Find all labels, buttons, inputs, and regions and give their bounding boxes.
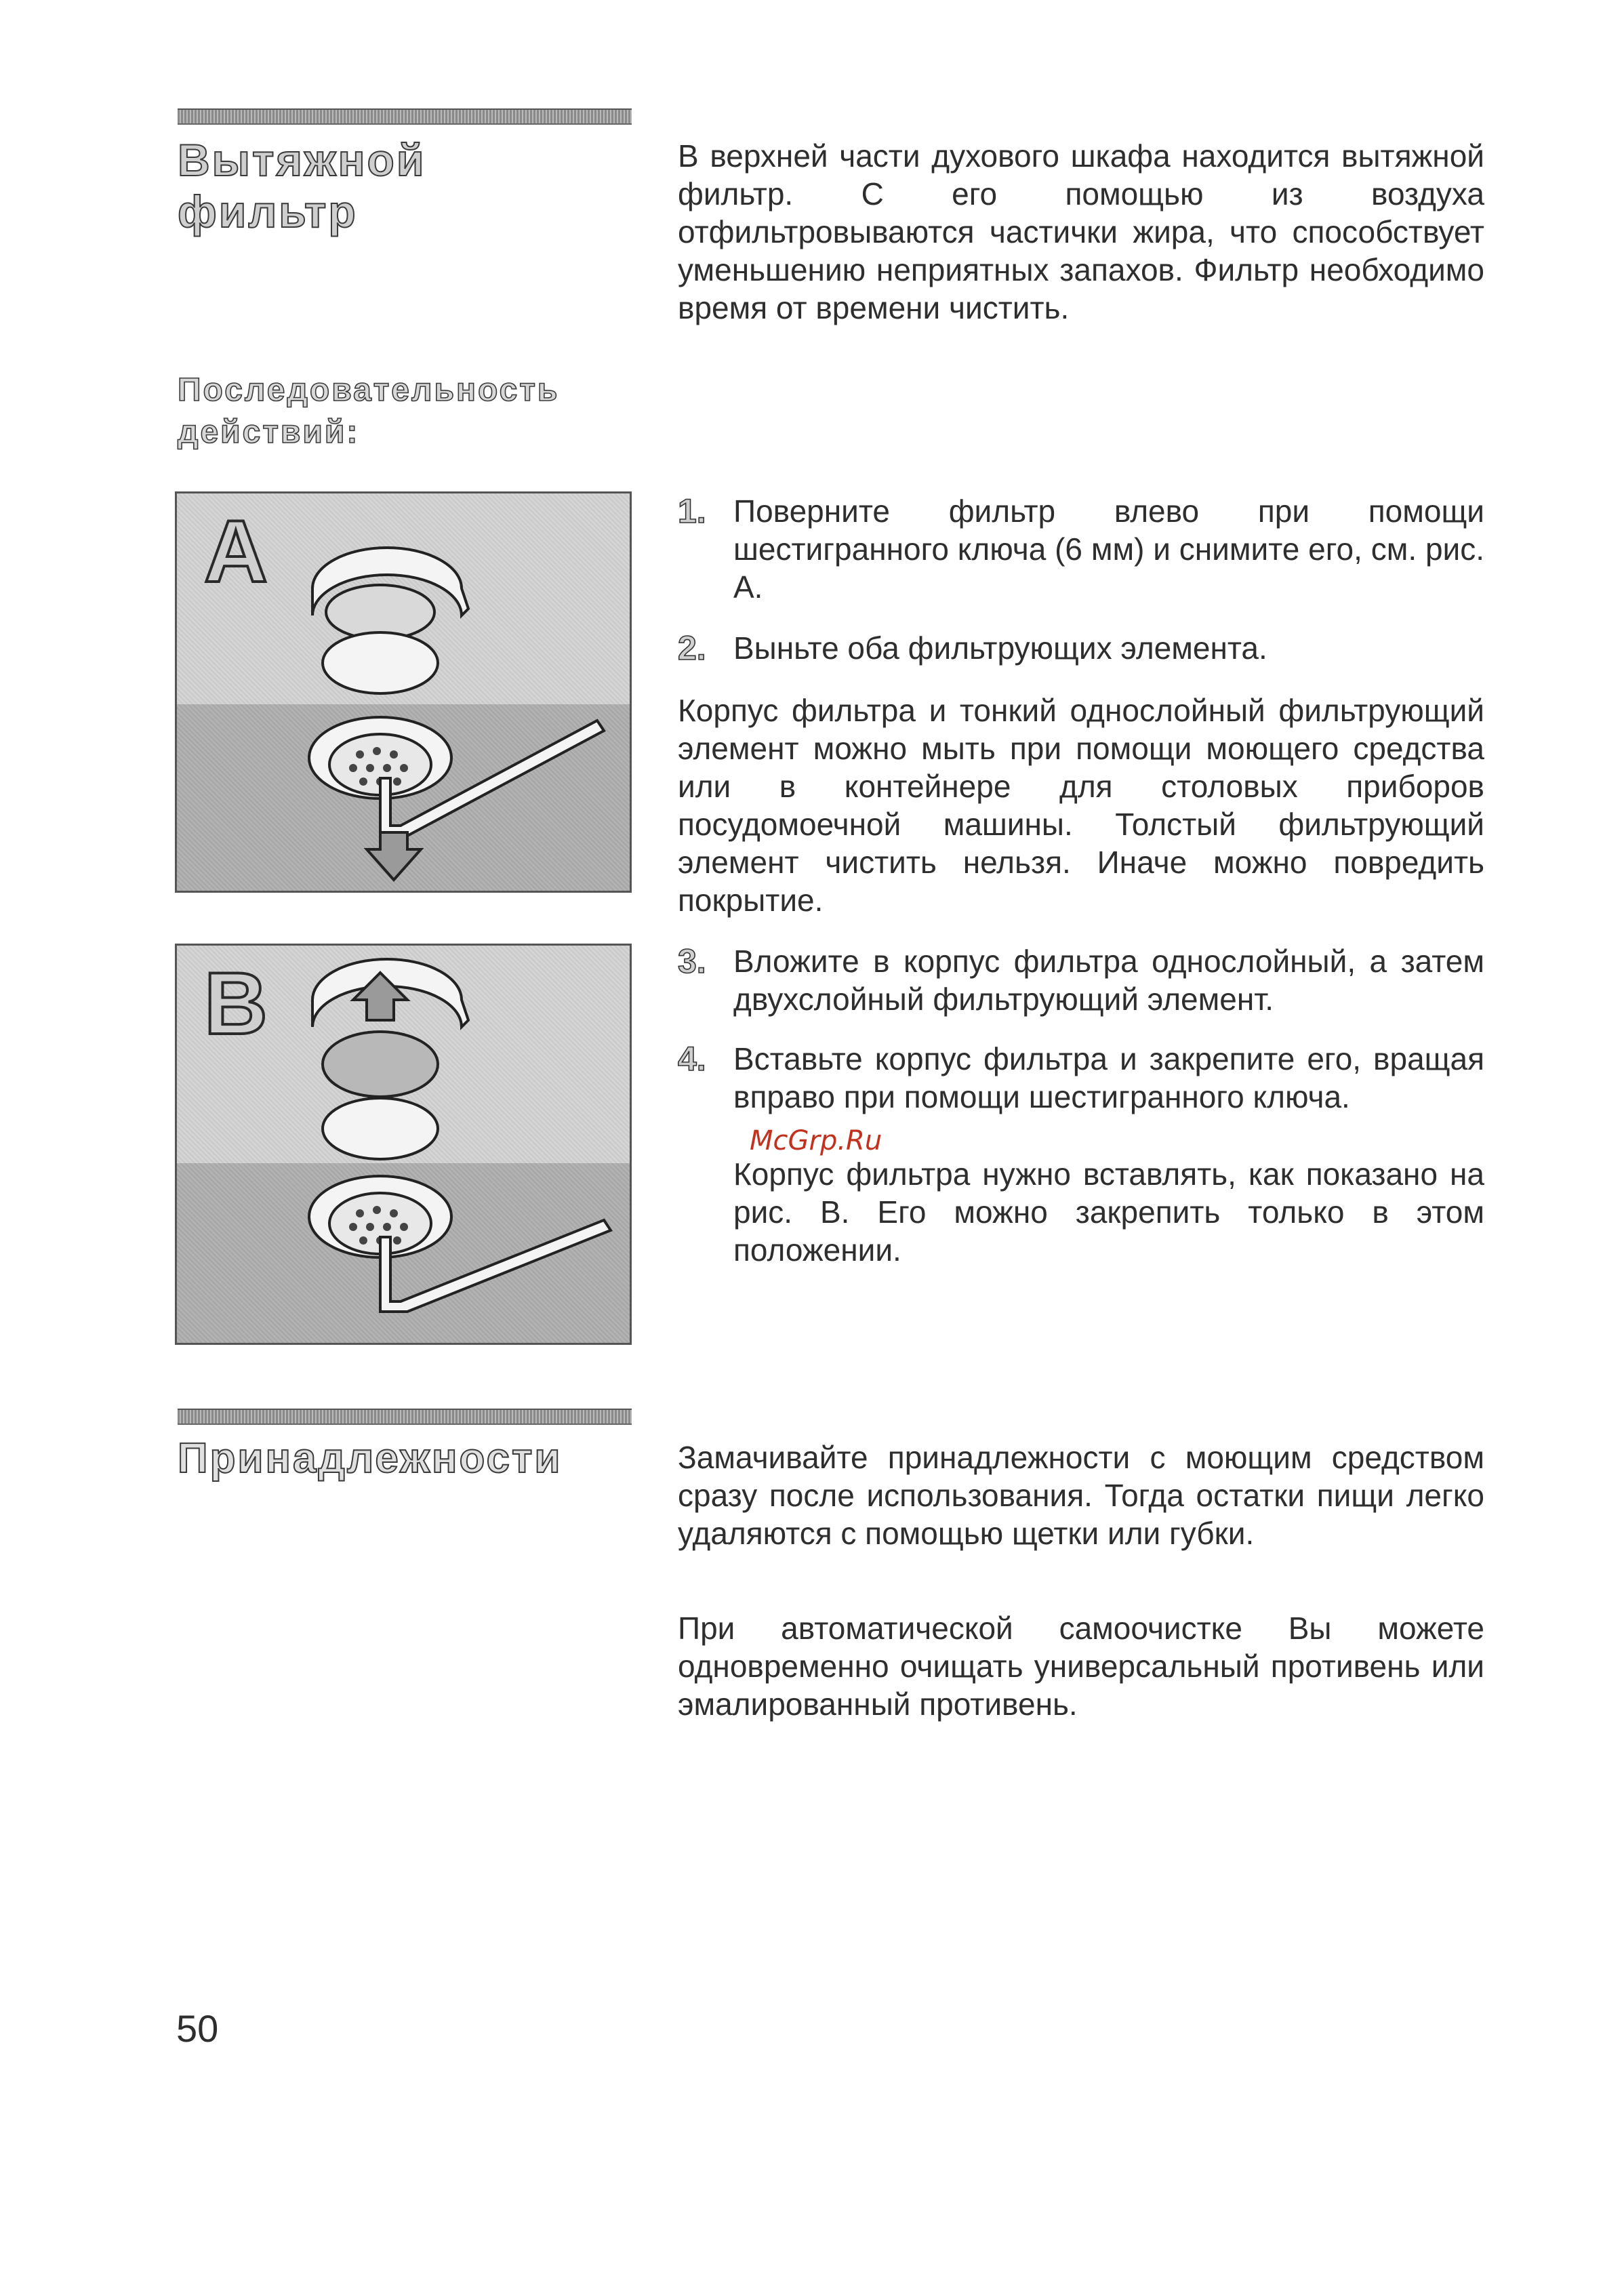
- heading-line-1: Вытяжной: [178, 135, 426, 185]
- step-text: Вставьте корпус фильтра и закрепите его, вращая вправо при помощи шестигранного ключа.: [733, 1041, 1484, 1114]
- section-heading-exhaust-filter: [178, 134, 426, 237]
- section-rule-top: [178, 108, 632, 125]
- step-text: Выньте оба фильтрующих элемента.: [733, 630, 1267, 666]
- step-number: 3.: [678, 942, 706, 980]
- section-heading-accessories: Принадлежности: [178, 1435, 563, 1482]
- section-rule-accessories: [178, 1409, 632, 1425]
- step-3: [678, 942, 1484, 1018]
- step-2: [678, 629, 1484, 667]
- step-text: Вложите в корпус фильтра однослойный, а затем двухслойный фильтрующий элемент.: [733, 944, 1484, 1017]
- figure-b: [175, 944, 632, 1345]
- step-number: 1.: [678, 492, 706, 530]
- accessories-paragraph-1: Замачивайте принадлежности с моющим средством сразу после использования. Тогда остатки пищи легко удаляются с помощью щетки или губки.: [678, 1440, 1484, 1551]
- accessories-paragraph-2: При автоматической самоочистке Вы можете одновременно очищать универсальный противень или эмалированный противень.: [678, 1611, 1484, 1722]
- page-number: 50: [176, 2007, 219, 2050]
- subheading-line-1: Последовательность: [178, 372, 560, 408]
- figure-a-label: A: [204, 502, 268, 601]
- step-4: [678, 1040, 1484, 1116]
- arrow-down-icon: [367, 832, 421, 880]
- double-layer-element: [323, 1032, 438, 1097]
- single-layer-element: [323, 1098, 438, 1159]
- figure-a: [175, 491, 632, 893]
- step-number: 2.: [678, 629, 706, 667]
- subheading-line-2: действий:: [178, 414, 360, 450]
- cleaning-note: Корпус фильтра и тонкий однослойный фильтрующий элемент можно мыть при помощи моющего средства или в контейнере для столовых приборов посудомоечной машины. Толстый фильтрующий элемент чистить нельзя. Иначе можно повредить покрытие.: [678, 693, 1484, 918]
- intro-paragraph: В верхней части духового шкафа находится вытяжной фильтр. С его помощью из воздуха отфильтровываются частички жира, что способствует уменьшению неприятных запахов. Фильтр необходимо время от времени чистить.: [678, 138, 1484, 325]
- figure-b-label: B: [204, 954, 268, 1053]
- step-1: [678, 492, 1484, 606]
- watermark: McGrp.Ru: [750, 1125, 882, 1156]
- thin-filter-element: [323, 632, 438, 693]
- heading-line-2: фильтр: [178, 186, 358, 237]
- step-text: Поверните фильтр влево при помощи шестигранного ключа (6 мм) и снимите его, см. рис. А.: [733, 493, 1484, 605]
- step-number: 4.: [678, 1040, 706, 1078]
- procedure-subheading: [178, 369, 559, 453]
- position-note: Корпус фильтра нужно вставлять, как показано на рис. В. Его можно закрепить только в этом положении.: [733, 1156, 1484, 1268]
